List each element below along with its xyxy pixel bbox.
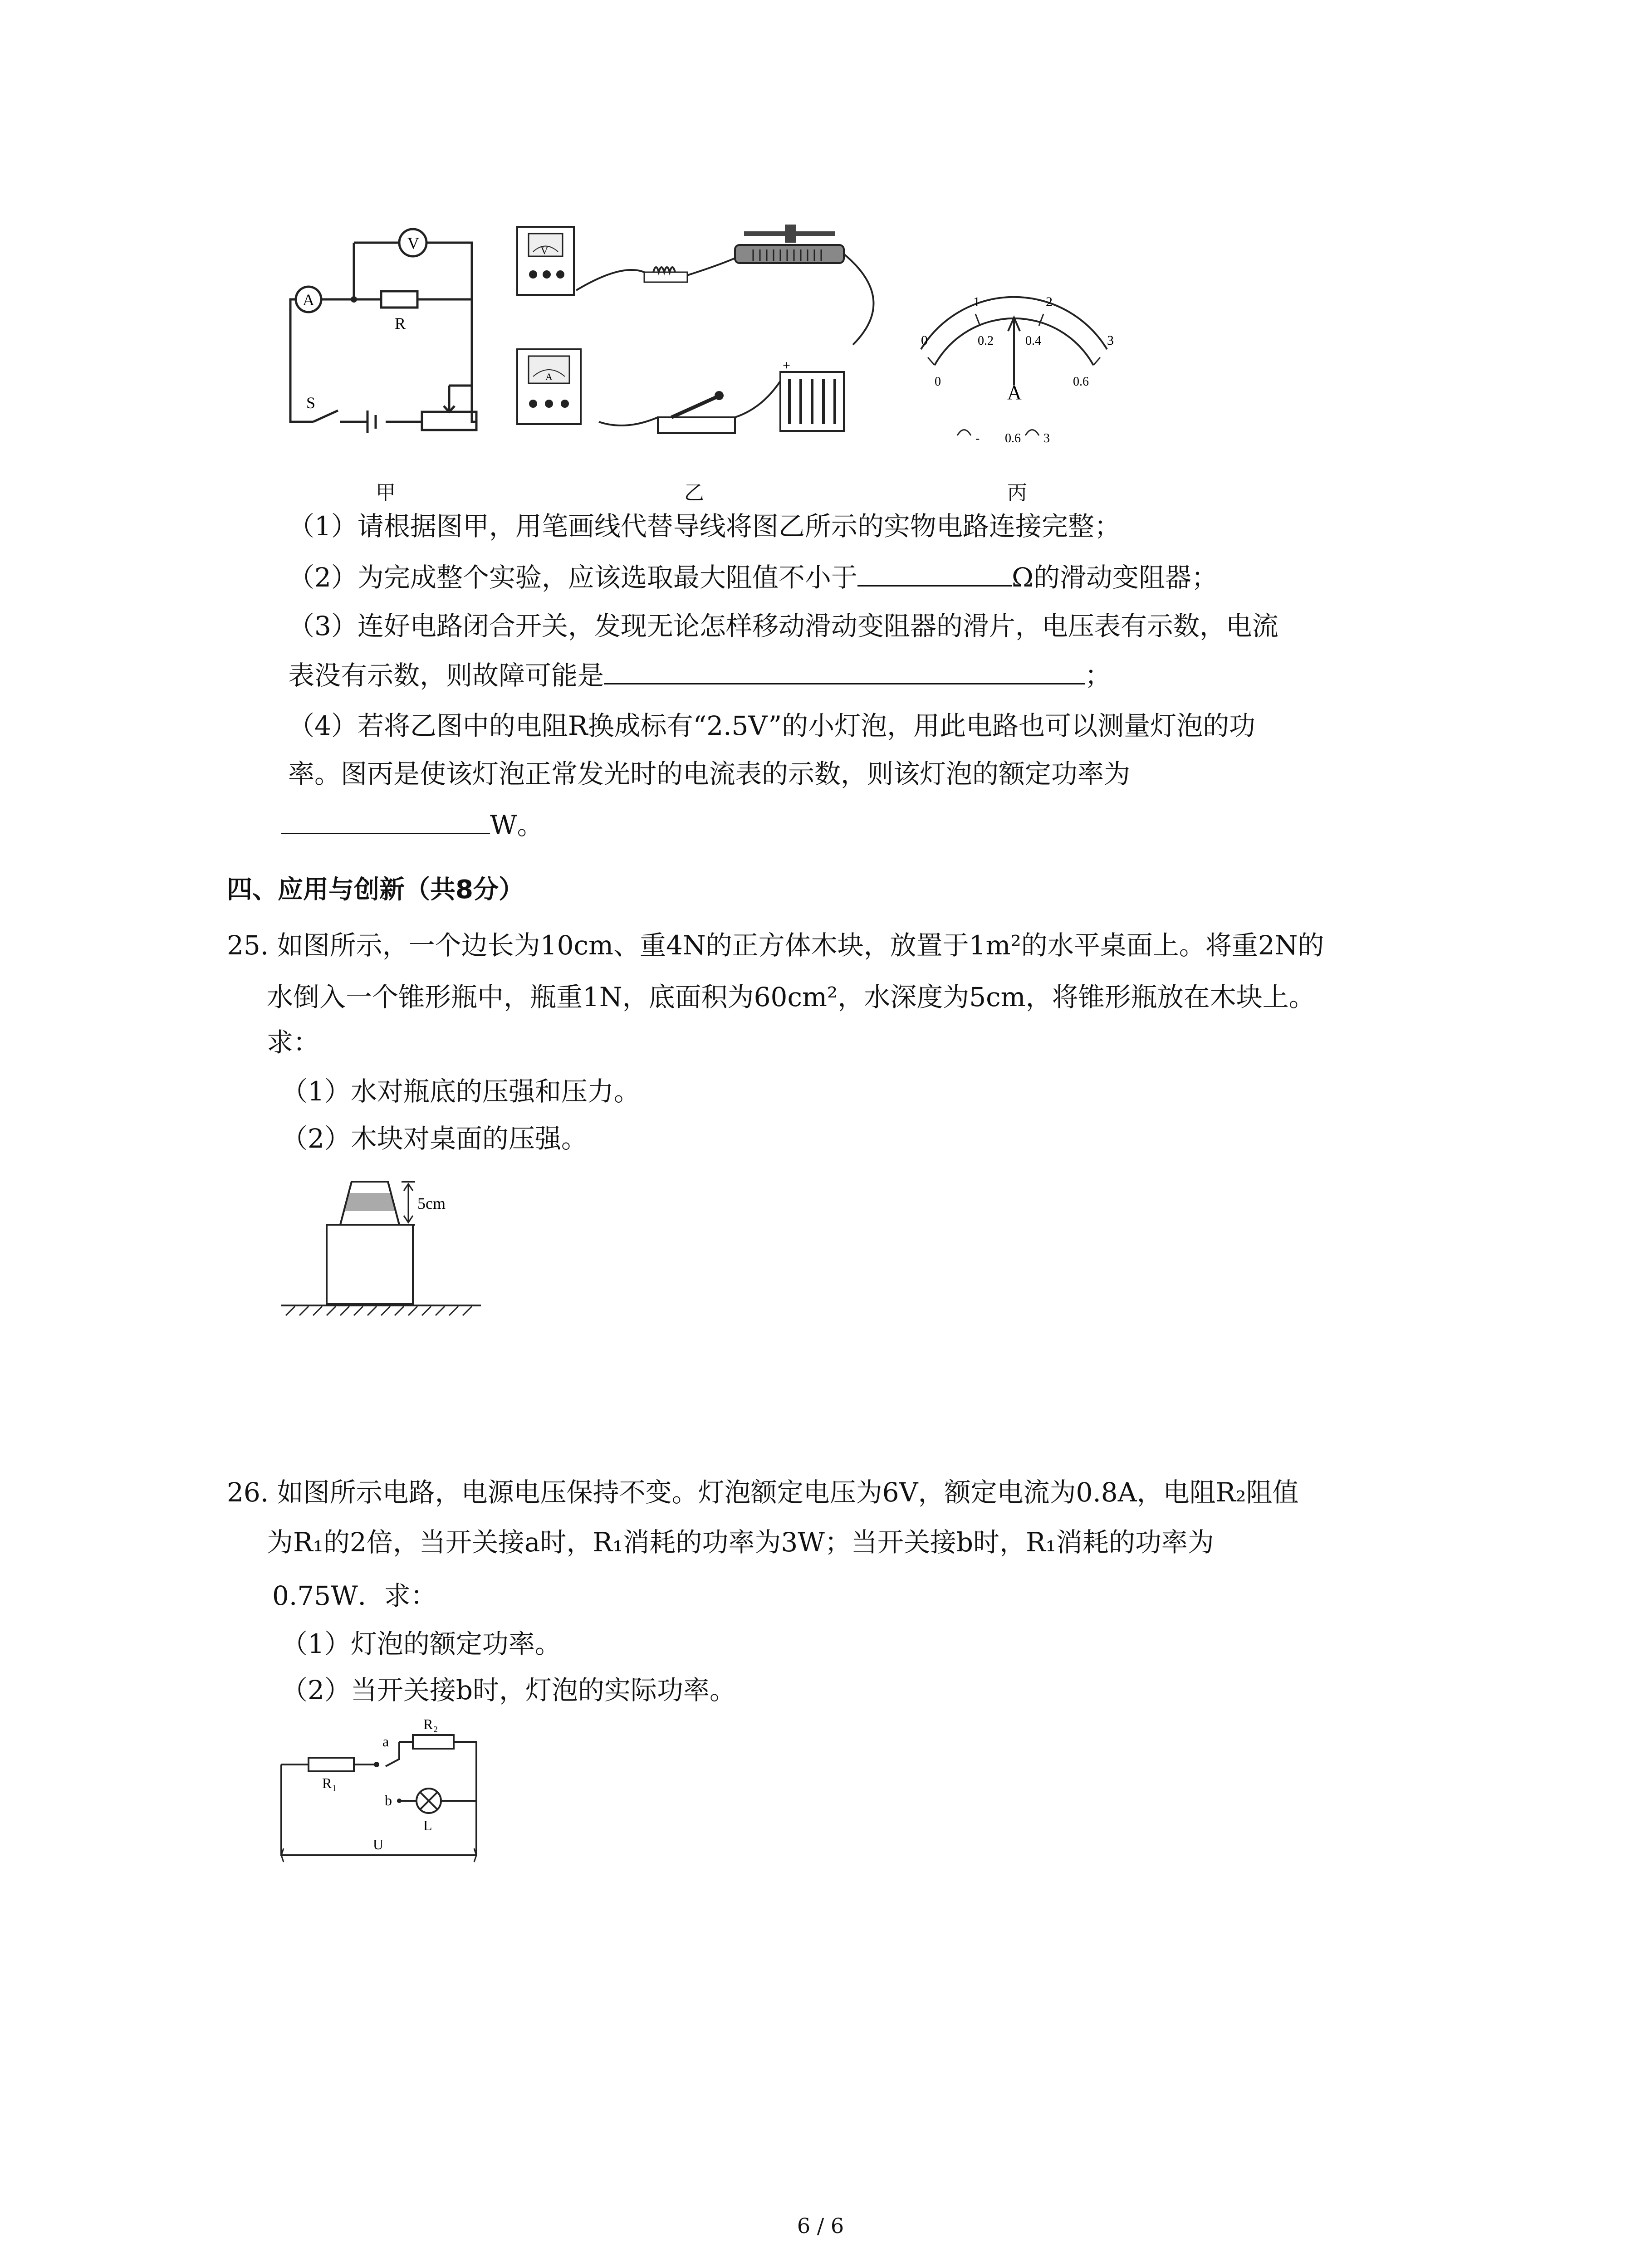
q26-line2: 为R₁的2倍，当开关接a时，R₁消耗的功率为3W；当开关接b时，R₁消耗的功率为 xyxy=(267,1527,1214,1558)
q25-line3: 求： xyxy=(267,1027,320,1058)
water-depth-label: 5cm xyxy=(417,1194,446,1212)
svg-text:0: 0 xyxy=(921,333,928,348)
page-number: 6 / 6 xyxy=(797,2214,844,2238)
caption-bing: 丙 xyxy=(1007,481,1027,504)
q24-part4c: W。 xyxy=(281,807,544,843)
resistor-label: R xyxy=(395,314,406,332)
q26-sub1: （1）灯泡的额定功率。 xyxy=(281,1628,561,1659)
knife-switch-device xyxy=(658,391,735,433)
q25-sub1: （1）水对瓶底的压强和压力。 xyxy=(281,1076,640,1107)
q24-part4a: （4）若将乙图中的电阻R换成标有“2.5V”的小灯泡，用此电路也可以测量灯泡的功 xyxy=(288,710,1256,741)
q24-part2: （2）为完成整个实验，应该选取最大阻值不小于 Ω的滑动变阻器； xyxy=(288,559,1218,596)
label-lamp: L xyxy=(423,1817,432,1833)
caption-jia: 甲 xyxy=(376,481,396,504)
q25-figure xyxy=(272,1161,490,1325)
answer-blank[interactable] xyxy=(857,559,1012,587)
physical-circuit-yi xyxy=(508,218,926,449)
svg-text:0.4: 0.4 xyxy=(1025,334,1041,348)
q24-part3b: 表没有示数，则故障可能是 ； xyxy=(288,657,1111,694)
answer-blank[interactable] xyxy=(604,657,1085,684)
q26-line3: 0.75W．求： xyxy=(272,1580,437,1611)
circuit-diagram-jia xyxy=(272,222,490,440)
svg-text:1: 1 xyxy=(973,294,980,309)
ammeter-label: A xyxy=(303,291,314,309)
ammeter-device-label: A xyxy=(545,371,553,382)
svg-text:0.6: 0.6 xyxy=(1005,431,1021,445)
battery-device xyxy=(780,358,844,431)
q24-part4b: 率。图丙是使该灯泡正常发光时的电流表的示数，则该灯泡的额定功率为 xyxy=(288,758,1131,789)
label-a: a xyxy=(382,1733,389,1750)
switch-label: S xyxy=(306,394,316,412)
answer-blank[interactable] xyxy=(281,807,490,834)
svg-text:0.2: 0.2 xyxy=(978,334,994,348)
q26-circuit xyxy=(272,1710,490,1878)
q25-line2: 水倒入一个锥形瓶中，瓶重1N，底面积为60cm²，水深度为5cm，将锥形瓶放在木块上。 xyxy=(267,982,1315,1012)
q25-sub2: （2）木块对桌面的压强。 xyxy=(281,1123,588,1154)
resistor-device xyxy=(644,267,687,282)
section-heading: 四、应用与创新（共8分） xyxy=(227,875,524,904)
q25-line1: 25. 如图所示，一个边长为10cm、重4N的正方体木块，放置于1m²的水平桌面上。将重2N的 xyxy=(227,930,1324,961)
label-r2: R₂ xyxy=(423,1716,438,1732)
voltmeter-device-label: V xyxy=(541,245,548,256)
q24-part3a: （3）连好电路闭合开关，发现无论怎样移动滑动变阻器的滑片，电压表有示数，电流 xyxy=(288,611,1279,641)
ammeter-scale-symbol: A xyxy=(1007,381,1022,404)
svg-text:3: 3 xyxy=(1107,333,1114,348)
caption-yi: 乙 xyxy=(684,481,704,504)
voltmeter-device xyxy=(517,227,574,295)
q26-sub2: （2）当开关接b时，灯泡的实际功率。 xyxy=(281,1675,736,1706)
svg-text:-: - xyxy=(975,431,980,445)
svg-text:0: 0 xyxy=(935,375,941,389)
ammeter-scale-bing xyxy=(889,277,1143,458)
voltmeter-label: V xyxy=(407,234,419,252)
svg-text:2: 2 xyxy=(1046,294,1053,309)
ammeter-device xyxy=(517,349,581,424)
label-u: U xyxy=(373,1836,384,1853)
svg-text:3: 3 xyxy=(1043,431,1050,445)
rheostat-device xyxy=(735,225,844,263)
battery-plus-label: + xyxy=(783,358,790,373)
q26-line1: 26. 如图所示电路，电源电压保持不变。灯泡额定电压为6V，额定电流为0.8A，电阻R₂阻值 xyxy=(227,1477,1299,1508)
label-r1: R₁ xyxy=(322,1775,337,1791)
q24-part1: （1）请根据图甲，用笔画线代替导线将图乙所示的实物电路连接完整； xyxy=(288,511,1121,542)
svg-text:0.6: 0.6 xyxy=(1073,375,1089,389)
label-b: b xyxy=(385,1792,392,1809)
